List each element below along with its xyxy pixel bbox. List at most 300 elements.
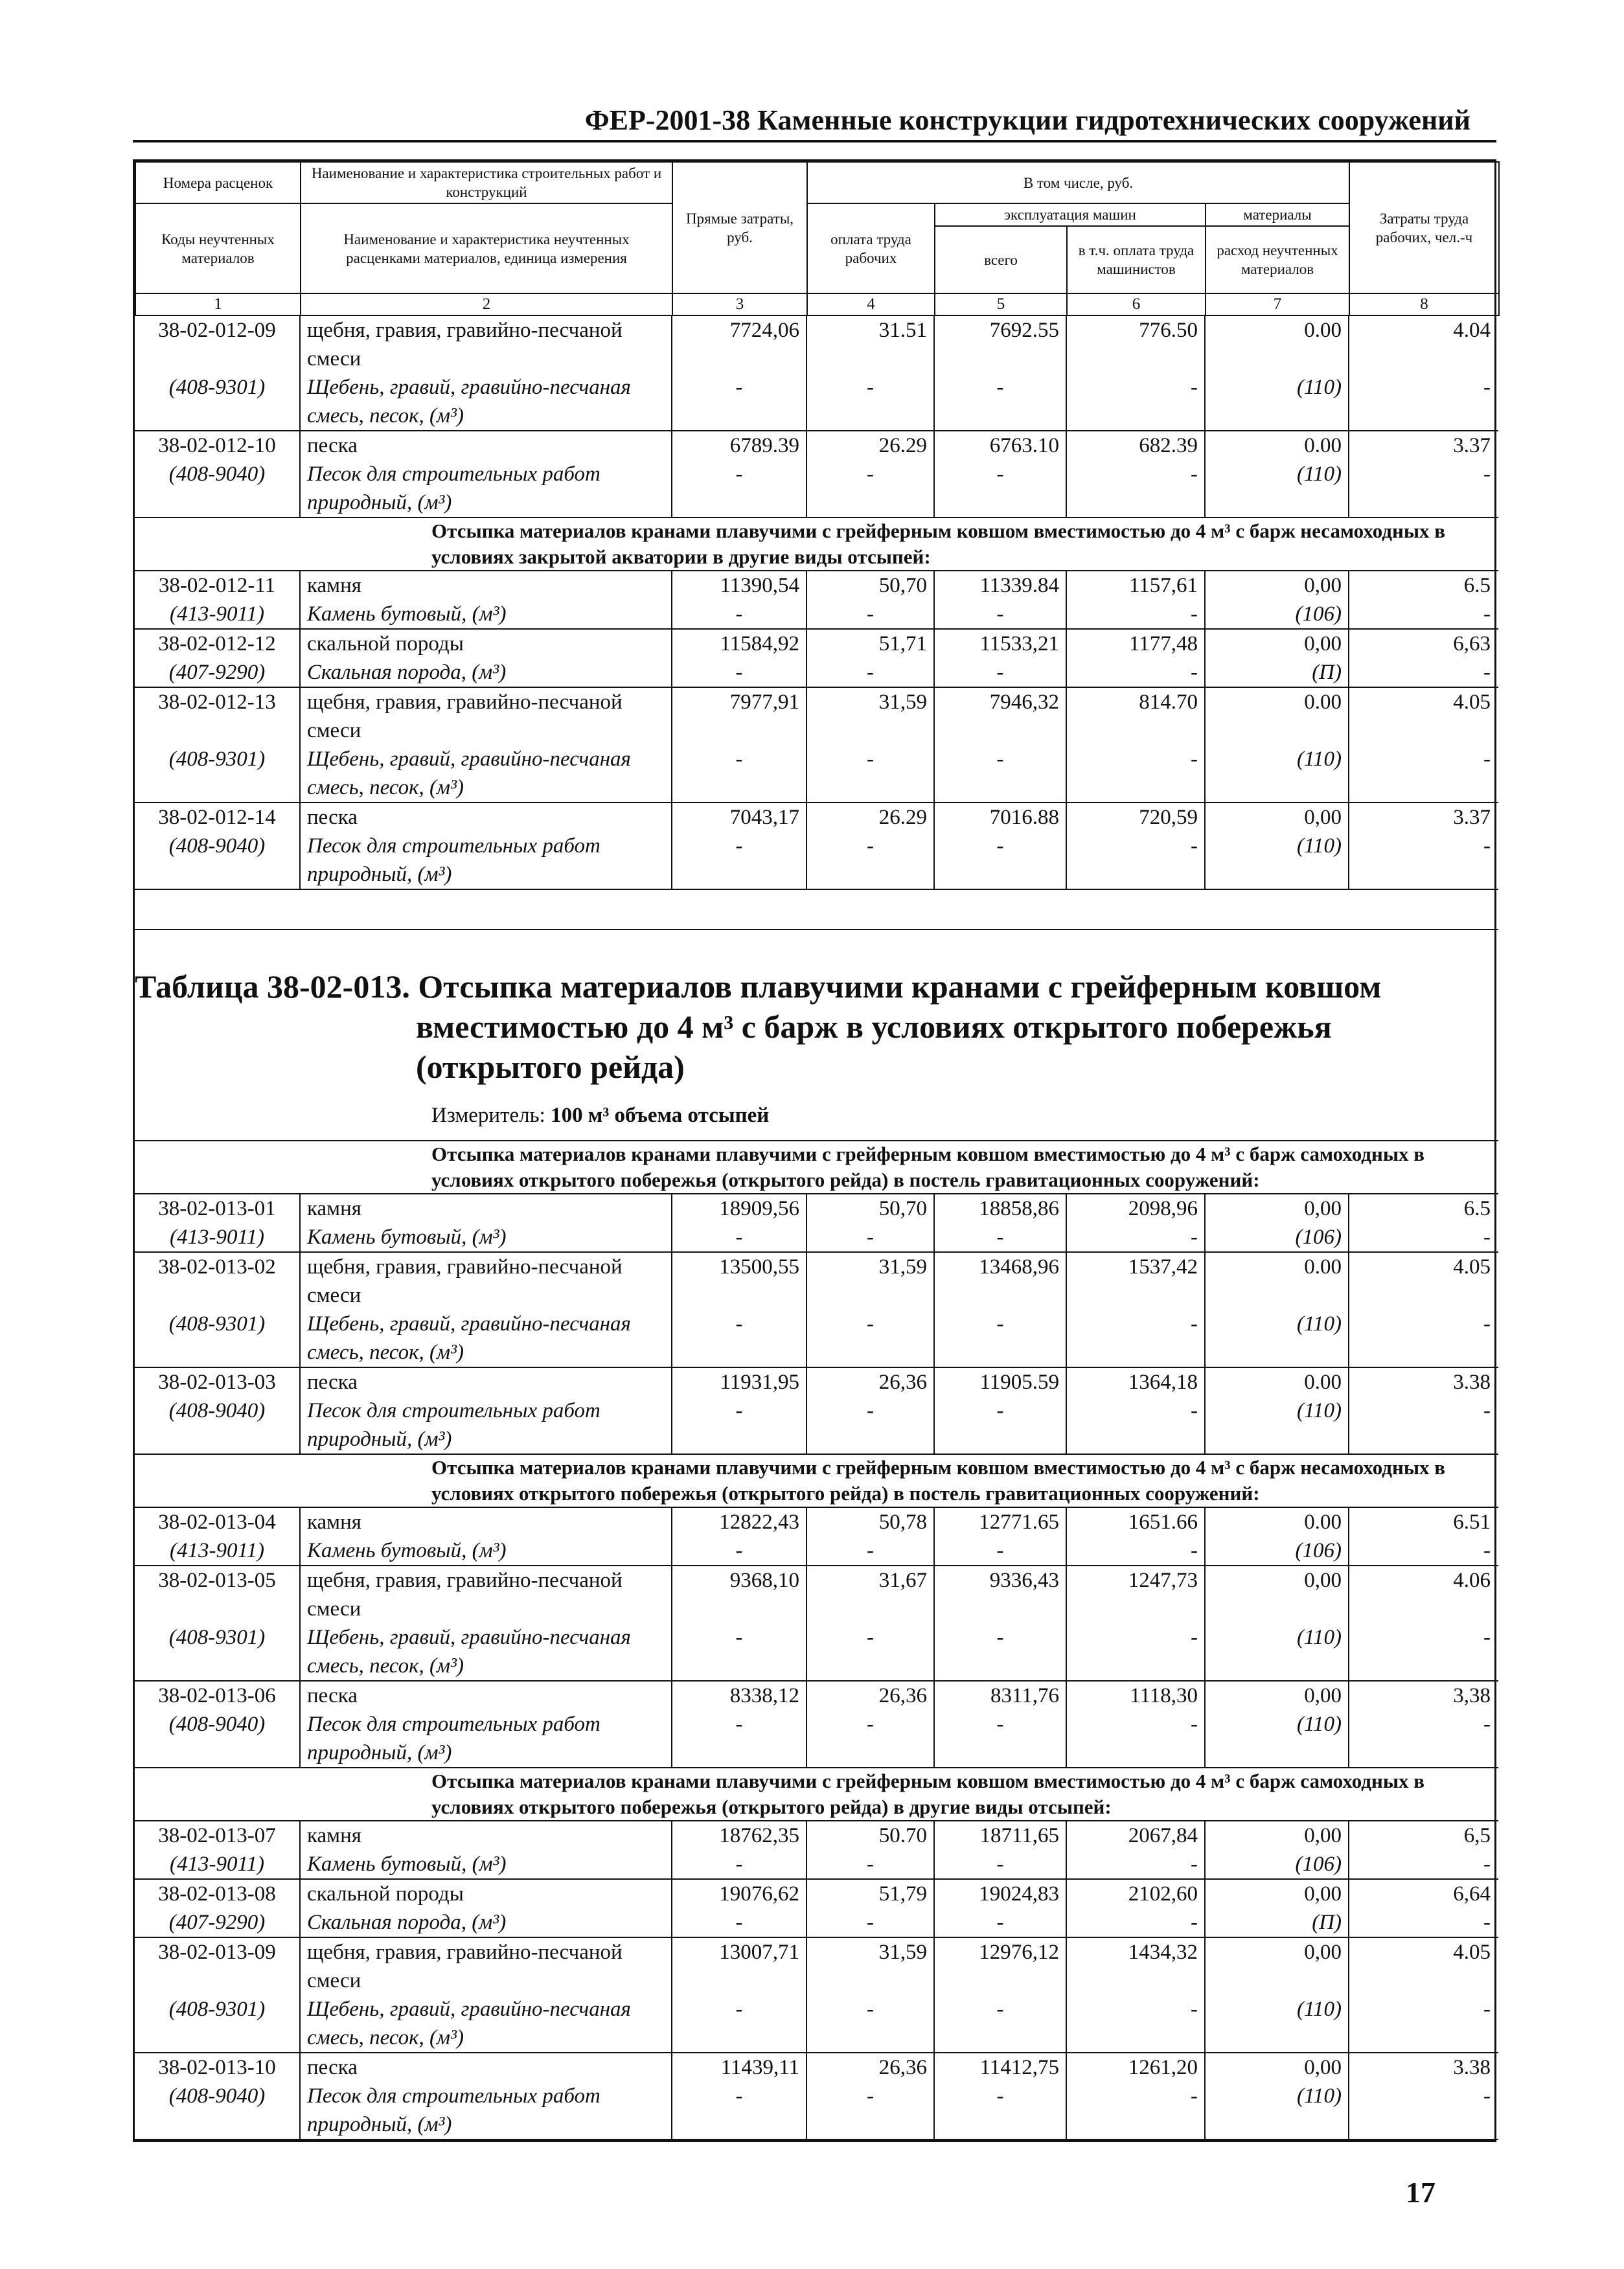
material-direct-costs: - <box>672 1995 806 2053</box>
material-labor-hours: - <box>1349 373 1498 431</box>
operators-wages: 1651.66 <box>1066 1507 1205 1536</box>
direct-costs: 13500,55 <box>672 1252 806 1310</box>
wages: 31,59 <box>806 687 934 745</box>
material-name: Щебень, гравий, гравийно-песчаная смесь, песок, (м³) <box>300 1995 672 2053</box>
section-heading-4 <box>135 1768 1498 1821</box>
material-labor-hours: - <box>1349 2082 1498 2139</box>
material-direct-costs: - <box>672 832 806 889</box>
rate-name: скальной породы <box>300 629 672 658</box>
rate-name: камня <box>300 1507 672 1536</box>
material-name: Камень бутовый, (м³) <box>300 600 672 629</box>
material-consumption: (106) <box>1205 1223 1349 1252</box>
direct-costs: 11390,54 <box>672 571 806 600</box>
materials-cost: 0,00 <box>1205 1194 1349 1223</box>
material-row <box>135 600 1498 629</box>
direct-costs: 18909,56 <box>672 1194 806 1223</box>
material-code: (407-9290) <box>135 658 300 687</box>
material-direct-costs: - <box>672 1623 806 1681</box>
labor-hours: 6,63 <box>1453 632 1491 656</box>
material-machines-total: - <box>934 2082 1066 2139</box>
operators-wages: 1364,18 <box>1066 1367 1205 1397</box>
col-header-machines: эксплуатация машин <box>935 203 1206 226</box>
material-operators-wages: - <box>1066 1223 1205 1252</box>
wages: 26.29 <box>806 803 934 832</box>
wages: 50,70 <box>806 1194 934 1223</box>
materials-cost: 0,00 <box>1205 571 1349 600</box>
material-row <box>135 2082 1498 2139</box>
material-name: Песок для строительных работ природный, (м³) <box>300 1710 672 1768</box>
wages: 31,67 <box>806 1566 934 1623</box>
labor-hours: 3.38 <box>1453 2056 1491 2079</box>
wages: 31,59 <box>806 1252 934 1310</box>
labor-hours: 6.51 <box>1453 1511 1491 1534</box>
rate-code: 38-02-013-01 <box>135 1194 300 1223</box>
material-consumption: (110) <box>1205 1710 1349 1768</box>
rate-row <box>135 431 1498 460</box>
materials-cost: 0,00 <box>1205 803 1349 832</box>
col-header-including: В том числе, руб. <box>807 162 1349 203</box>
material-consumption: (110) <box>1205 745 1349 803</box>
material-operators-wages: - <box>1066 373 1205 431</box>
material-wages: - <box>806 1536 934 1566</box>
labor-hours: 4.06 <box>1453 1569 1491 1592</box>
rate-name: щебня, гравия, гравийно-песчаной смеси <box>300 687 672 745</box>
section-title: Отсыпка материалов кранами плавучими с грейферным ковшом вместимостью до 4 м³ с барж несамоходных в условиях открытого побережья (открытого рейда) в постель гравитационных сооружений: <box>135 1454 1498 1507</box>
material-wages: - <box>806 1850 934 1879</box>
material-name: Щебень, гравий, гравийно-песчаная смесь, песок, (м³) <box>300 745 672 803</box>
material-machines-total: - <box>934 1223 1066 1252</box>
material-row <box>135 1397 1498 1454</box>
material-direct-costs: - <box>672 658 806 687</box>
rates-block-1 <box>135 316 1498 518</box>
col-header-material-codes: Коды неучтенных материалов <box>135 203 301 293</box>
material-machines-total: - <box>934 1710 1066 1768</box>
material-operators-wages: - <box>1066 460 1205 518</box>
material-row <box>135 832 1498 889</box>
measure-line <box>135 1101 1498 1130</box>
col-header-labor: Затраты труда рабочих, чел.-ч <box>1349 162 1499 293</box>
material-wages: - <box>806 1397 934 1454</box>
table-title-line-2: вместимостью до 4 м³ с барж в условиях открытого побережья <box>416 1009 1332 1045</box>
direct-costs: 11439,11 <box>672 2053 806 2082</box>
rate-code: 38-02-013-07 <box>135 1821 300 1850</box>
material-labor-hours: - <box>1349 1710 1498 1768</box>
col-header-wages: оплата труда рабочих <box>807 203 935 293</box>
direct-costs: 7043,17 <box>672 803 806 832</box>
rate-name: камня <box>300 1821 672 1850</box>
operators-wages: 2098,96 <box>1066 1194 1205 1223</box>
material-row <box>135 1310 1498 1367</box>
operators-wages: 814.70 <box>1066 687 1205 745</box>
material-consumption: (110) <box>1205 1995 1349 2053</box>
material-consumption: (110) <box>1205 832 1349 889</box>
material-labor-hours: - <box>1349 832 1498 889</box>
material-row <box>135 745 1498 803</box>
material-labor-hours: - <box>1349 1995 1498 2053</box>
material-direct-costs: - <box>672 1536 806 1566</box>
material-name: Камень бутовый, (м³) <box>300 1850 672 1879</box>
materials-cost: 0,00 <box>1205 1821 1349 1850</box>
material-code: (408-9040) <box>135 460 300 518</box>
machines-total: 11533,21 <box>934 629 1066 658</box>
material-operators-wages: - <box>1066 1536 1205 1566</box>
material-direct-costs: - <box>672 373 806 431</box>
material-labor-hours: - <box>1349 1850 1498 1879</box>
material-machines-total: - <box>934 1623 1066 1681</box>
column-number-7: 7 <box>1206 293 1349 315</box>
material-consumption: (110) <box>1205 1397 1349 1454</box>
rate-code: 38-02-013-03 <box>135 1367 300 1397</box>
materials-cost: 0,00 <box>1205 1879 1349 1908</box>
rate-row <box>135 1937 1498 1995</box>
rate-name: скальной породы <box>300 1879 672 1908</box>
rate-code: 38-02-012-13 <box>135 687 300 745</box>
material-machines-total: - <box>934 1850 1066 1879</box>
material-wages: - <box>806 745 934 803</box>
material-name: Песок для строительных работ природный, (м³) <box>300 832 672 889</box>
rate-code: 38-02-012-10 <box>135 431 300 460</box>
machines-total: 12771.65 <box>934 1507 1066 1536</box>
material-code: (408-9040) <box>135 2082 300 2139</box>
rate-row <box>135 2053 1498 2082</box>
rate-name: щебня, гравия, гравийно-песчаной смеси <box>300 1937 672 1995</box>
material-labor-hours: - <box>1349 1310 1498 1367</box>
direct-costs: 8338,12 <box>672 1681 806 1710</box>
materials-cost: 0.00 <box>1205 687 1349 745</box>
section-heading-1 <box>135 518 1498 571</box>
rate-row <box>135 1507 1498 1536</box>
rate-name: песка <box>300 431 672 460</box>
machines-total: 9336,43 <box>934 1566 1066 1623</box>
machines-total: 7946,32 <box>934 687 1066 745</box>
material-row <box>135 658 1498 687</box>
materials-cost: 0.00 <box>1205 1507 1349 1536</box>
col-header-materials: материалы <box>1206 203 1349 226</box>
rate-name: щебня, гравия, гравийно-песчаной смеси <box>300 1566 672 1623</box>
material-wages: - <box>806 600 934 629</box>
rate-name: песка <box>300 803 672 832</box>
table-title-line-3: (открытого рейда) <box>416 1049 685 1085</box>
rate-row <box>135 1681 1498 1710</box>
material-machines-total: - <box>934 1536 1066 1566</box>
column-header-table <box>135 161 1500 316</box>
rate-name: песка <box>300 1367 672 1397</box>
machines-total: 19024,83 <box>934 1879 1066 1908</box>
material-direct-costs: - <box>672 1710 806 1768</box>
rate-name: щебня, гравия, гравийно-песчаной смеси <box>300 316 672 373</box>
materials-cost: 0.00 <box>1205 431 1349 460</box>
material-operators-wages: - <box>1066 1397 1205 1454</box>
material-consumption: (106) <box>1205 1536 1349 1566</box>
rate-row <box>135 1566 1498 1623</box>
rate-code: 38-02-012-14 <box>135 803 300 832</box>
material-wages: - <box>806 658 934 687</box>
material-code: (413-9011) <box>135 600 300 629</box>
wages: 50,70 <box>806 571 934 600</box>
material-labor-hours: - <box>1349 1623 1498 1681</box>
rates-block-3 <box>135 1194 1498 1454</box>
rate-code: 38-02-013-04 <box>135 1507 300 1536</box>
machines-total: 6763.10 <box>934 431 1066 460</box>
page-number: 17 <box>1406 2176 1435 2209</box>
material-row <box>135 1995 1498 2053</box>
measure-value: 100 м³ объема отсыпей <box>551 1104 770 1127</box>
operators-wages: 1177,48 <box>1066 629 1205 658</box>
labor-hours: 3.37 <box>1453 806 1491 829</box>
material-operators-wages: - <box>1066 600 1205 629</box>
direct-costs: 19076,62 <box>672 1879 806 1908</box>
material-row <box>135 1710 1498 1768</box>
material-row <box>135 373 1498 431</box>
material-code: (413-9011) <box>135 1536 300 1566</box>
material-labor-hours: - <box>1349 745 1498 803</box>
col-header-material-name: Наименование и характеристика неучтенных расценками материалов, единица измерения <box>301 203 672 293</box>
spacer <box>135 890 1498 929</box>
col-header-codes: Номера расценок <box>135 162 301 203</box>
material-row <box>135 1223 1498 1252</box>
rate-name: песка <box>300 2053 672 2082</box>
direct-costs: 18762,35 <box>672 1821 806 1850</box>
operators-wages: 1537,42 <box>1066 1252 1205 1310</box>
material-machines-total: - <box>934 1310 1066 1367</box>
material-operators-wages: - <box>1066 1995 1205 2053</box>
section-title: Отсыпка материалов кранами плавучими с грейферным ковшом вместимостью до 4 м³ с барж несамоходных в условиях закрытой акватории в другие виды отсыпей: <box>135 518 1498 571</box>
material-wages: - <box>806 832 934 889</box>
rate-code: 38-02-012-09 <box>135 316 300 373</box>
material-direct-costs: - <box>672 2082 806 2139</box>
operators-wages: 1261,20 <box>1066 2053 1205 2082</box>
material-consumption: (106) <box>1205 600 1349 629</box>
material-consumption: (110) <box>1205 1623 1349 1681</box>
rates-block-5 <box>135 1821 1498 2139</box>
material-direct-costs: - <box>672 1397 806 1454</box>
material-machines-total: - <box>934 460 1066 518</box>
page-header <box>133 104 1496 143</box>
material-machines-total: - <box>934 745 1066 803</box>
material-operators-wages: - <box>1066 2082 1205 2139</box>
material-machines-total: - <box>934 1995 1066 2053</box>
material-row <box>135 1908 1498 1937</box>
materials-cost: 0.00 <box>1205 1252 1349 1310</box>
direct-costs: 13007,71 <box>672 1937 806 1995</box>
col-header-direct-costs: Прямые затраты, руб. <box>672 162 807 293</box>
material-wages: - <box>806 1710 934 1768</box>
machines-total: 8311,76 <box>934 1681 1066 1710</box>
rate-name: камня <box>300 571 672 600</box>
col-header-machines-total: всего <box>935 226 1067 293</box>
materials-cost: 0,00 <box>1205 2053 1349 2082</box>
rate-row <box>135 1821 1498 1850</box>
rate-code: 38-02-013-02 <box>135 1252 300 1310</box>
table-title-block <box>135 889 1498 1141</box>
material-code: (408-9040) <box>135 1710 300 1768</box>
column-number-8: 8 <box>1349 293 1499 315</box>
rate-code: 38-02-013-10 <box>135 2053 300 2082</box>
section-title: Отсыпка материалов кранами плавучими с грейферным ковшом вместимостью до 4 м³ с барж самоходных в условиях открытого побережья (открытого рейда) в другие виды отсыпей: <box>135 1768 1498 1821</box>
table-title-line-1: Таблица 38-02-013. Отсыпка материалов плавучими кранами с грейферным ковшом <box>135 968 1382 1005</box>
material-row <box>135 1850 1498 1879</box>
material-consumption: (106) <box>1205 1850 1349 1879</box>
rates-table <box>135 316 1498 2140</box>
rate-row <box>135 1194 1498 1223</box>
labor-hours: 6.5 <box>1463 1197 1491 1220</box>
col-header-operators-wages: в т.ч. оплата труда машинистов <box>1067 226 1206 293</box>
operators-wages: 1118,30 <box>1066 1681 1205 1710</box>
material-labor-hours: - <box>1349 1536 1498 1566</box>
material-name: Щебень, гравий, гравийно-песчаная смесь, песок, (м³) <box>300 1623 672 1681</box>
material-code: (407-9290) <box>135 1908 300 1937</box>
material-name: Скальная порода, (м³) <box>300 658 672 687</box>
column-number-row <box>135 293 1499 315</box>
direct-costs: 11584,92 <box>672 629 806 658</box>
material-machines-total: - <box>934 1397 1066 1454</box>
direct-costs: 12822,43 <box>672 1507 806 1536</box>
material-labor-hours: - <box>1349 658 1498 687</box>
document-title: ФЕР-2001-38 Каменные конструкции гидротехнических сооружений <box>584 104 1470 136</box>
column-number-5: 5 <box>935 293 1067 315</box>
labor-hours: 4.04 <box>1453 319 1491 342</box>
rate-name: камня <box>300 1194 672 1223</box>
material-operators-wages: - <box>1066 832 1205 889</box>
rates-block-2 <box>135 571 1498 889</box>
rate-code: 38-02-013-05 <box>135 1566 300 1623</box>
wages: 31,59 <box>806 1937 934 1995</box>
operators-wages: 776.50 <box>1066 316 1205 373</box>
labor-hours: 4.05 <box>1453 1255 1491 1279</box>
materials-cost: 0,00 <box>1205 1937 1349 1995</box>
material-row <box>135 460 1498 518</box>
material-name: Песок для строительных работ природный, (м³) <box>300 2082 672 2139</box>
column-number-6: 6 <box>1067 293 1206 315</box>
material-wages: - <box>806 1223 934 1252</box>
labor-hours: 3.38 <box>1453 1371 1491 1394</box>
section-title: Отсыпка материалов кранами плавучими с грейферным ковшом вместимостью до 4 м³ с барж самоходных в условиях открытого побережья (открытого рейда) в постель гравитационных сооружений: <box>135 1141 1498 1194</box>
material-code: (408-9040) <box>135 832 300 889</box>
direct-costs: 11931,95 <box>672 1367 806 1397</box>
rate-code: 38-02-012-11 <box>135 571 300 600</box>
material-operators-wages: - <box>1066 1310 1205 1367</box>
material-direct-costs: - <box>672 1310 806 1367</box>
rate-row <box>135 1879 1498 1908</box>
rate-row <box>135 1252 1498 1310</box>
material-name: Щебень, гравий, гравийно-песчаная смесь, песок, (м³) <box>300 373 672 431</box>
material-operators-wages: - <box>1066 1850 1205 1879</box>
col-header-material-consumption: расход неучтенных материалов <box>1206 226 1349 293</box>
wages: 51,71 <box>806 629 934 658</box>
wages: 50.70 <box>806 1821 934 1850</box>
material-direct-costs: - <box>672 1908 806 1937</box>
machines-total: 18858,86 <box>934 1194 1066 1223</box>
labor-hours: 3.37 <box>1453 434 1491 457</box>
material-code: (408-9301) <box>135 745 300 803</box>
material-operators-wages: - <box>1066 1623 1205 1681</box>
material-wages: - <box>806 1908 934 1937</box>
material-machines-total: - <box>934 373 1066 431</box>
material-direct-costs: - <box>672 460 806 518</box>
material-consumption: (П) <box>1205 658 1349 687</box>
labor-hours: 4.05 <box>1453 690 1491 714</box>
material-machines-total: - <box>934 600 1066 629</box>
machines-total: 11905.59 <box>934 1367 1066 1397</box>
operators-wages: 682.39 <box>1066 431 1205 460</box>
rate-name: щебня, гравия, гравийно-песчаной смеси <box>300 1252 672 1310</box>
rates-block-4 <box>135 1507 1498 1768</box>
rate-row <box>135 1367 1498 1397</box>
material-consumption: (110) <box>1205 1310 1349 1367</box>
operators-wages: 2067,84 <box>1066 1821 1205 1850</box>
material-code: (413-9011) <box>135 1850 300 1879</box>
material-wages: - <box>806 373 934 431</box>
wages: 26,36 <box>806 1681 934 1710</box>
machines-total: 13468,96 <box>934 1252 1066 1310</box>
direct-costs: 9368,10 <box>672 1566 806 1623</box>
material-operators-wages: - <box>1066 745 1205 803</box>
labor-hours: 6,64 <box>1453 1882 1491 1906</box>
table-title <box>135 929 1498 1141</box>
material-name: Песок для строительных работ природный, (м³) <box>300 1397 672 1454</box>
direct-costs: 6789.39 <box>672 431 806 460</box>
material-labor-hours: - <box>1349 600 1498 629</box>
material-operators-wages: - <box>1066 658 1205 687</box>
wages: 51,79 <box>806 1879 934 1908</box>
material-row <box>135 1623 1498 1681</box>
material-code: (408-9301) <box>135 373 300 431</box>
machines-total: 12976,12 <box>934 1937 1066 1995</box>
labor-hours: 3,38 <box>1453 1684 1491 1707</box>
rate-row <box>135 629 1498 658</box>
material-operators-wages: - <box>1066 1710 1205 1768</box>
material-code: (408-9301) <box>135 1310 300 1367</box>
material-consumption: (110) <box>1205 373 1349 431</box>
material-name: Камень бутовый, (м³) <box>300 1223 672 1252</box>
column-number-2: 2 <box>301 293 672 315</box>
rate-row <box>135 803 1498 832</box>
material-consumption: (П) <box>1205 1908 1349 1937</box>
machines-total: 11412,75 <box>934 2053 1066 2082</box>
material-name: Песок для строительных работ природный, (м³) <box>300 460 672 518</box>
material-consumption: (110) <box>1205 460 1349 518</box>
machines-total: 7016.88 <box>934 803 1066 832</box>
rates-sheet <box>133 159 1496 2142</box>
direct-costs: 7977,91 <box>672 687 806 745</box>
wages: 31.51 <box>806 316 934 373</box>
materials-cost: 0.00 <box>1205 1367 1349 1397</box>
column-number-4: 4 <box>807 293 935 315</box>
materials-cost: 0,00 <box>1205 1566 1349 1623</box>
material-code: (408-9301) <box>135 1623 300 1681</box>
rate-code: 38-02-012-12 <box>135 629 300 658</box>
materials-cost: 0,00 <box>1205 1681 1349 1710</box>
material-operators-wages: - <box>1066 1908 1205 1937</box>
machines-total: 7692.55 <box>934 316 1066 373</box>
material-code: (413-9011) <box>135 1223 300 1252</box>
operators-wages: 1247,73 <box>1066 1566 1205 1623</box>
wages: 26,36 <box>806 2053 934 2082</box>
material-wages: - <box>806 1310 934 1367</box>
material-consumption: (110) <box>1205 2082 1349 2139</box>
direct-costs: 7724,06 <box>672 316 806 373</box>
rate-code: 38-02-013-06 <box>135 1681 300 1710</box>
operators-wages: 720,59 <box>1066 803 1205 832</box>
material-labor-hours: - <box>1349 1397 1498 1454</box>
material-machines-total: - <box>934 832 1066 889</box>
material-name: Щебень, гравий, гравийно-песчаная смесь, песок, (м³) <box>300 1310 672 1367</box>
material-machines-total: - <box>934 1908 1066 1937</box>
material-direct-costs: - <box>672 745 806 803</box>
material-name: Камень бутовый, (м³) <box>300 1536 672 1566</box>
labor-hours: 6.5 <box>1463 574 1491 597</box>
rate-name: песка <box>300 1681 672 1710</box>
